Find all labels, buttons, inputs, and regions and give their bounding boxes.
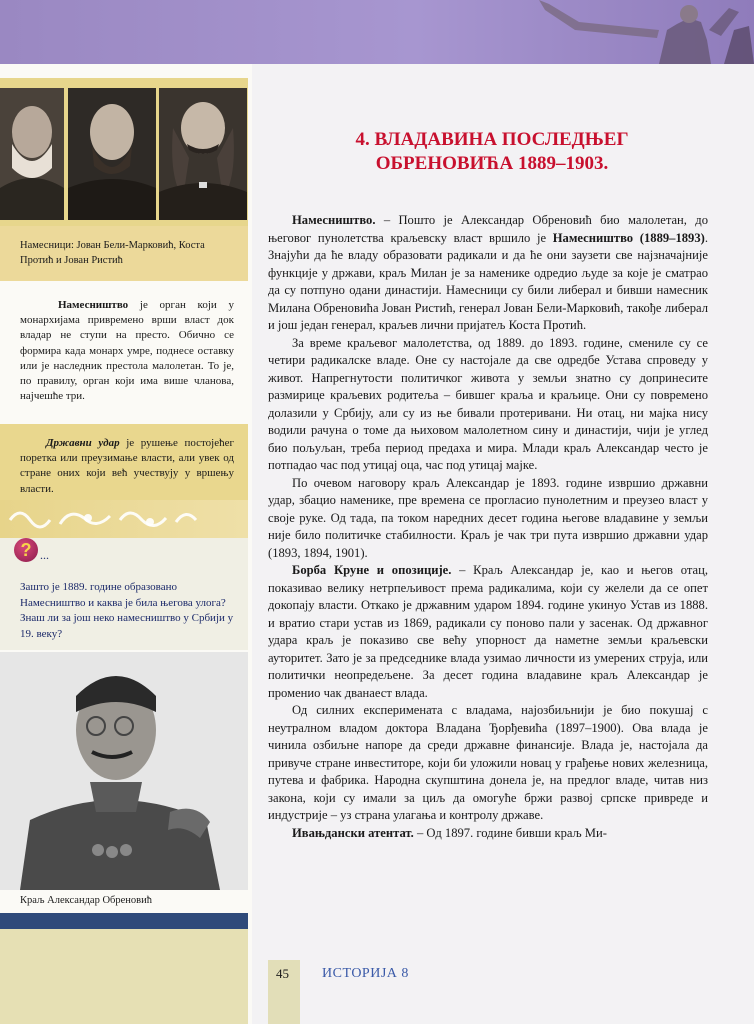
paragraph-minority: За време краљевог малолетства, од 1889. до 1893. године, смениле су се четири радикалске владе. Оне су настојале да све одредбе Устава спроведу у живот. Напрегнутости политичког живота у земљи знатно су допринесите размирице краљевих родитеља – бившег краља и краљице. Они су повремено долазили у Србију, али су из ње бивали протеривани. Ни отац, ни мајка нису водили рачуна о томе да њиховом малолетном сину и династији, чији је углед био пољуљан, треба период предаха и мира. Млади краљ Александар често је потпадао час под утицај оца, час под утицај мајке. <box>268 335 708 472</box>
chapter-title-line-2: ОБРЕНОВИЋА 1889–1903. <box>375 153 609 174</box>
portrait-regent-1 <box>0 88 64 220</box>
regency-text: је орган који у монархијама привремено врши власт док владар не ступи на престо. Обично се формира када монарх умре, поднесе оставку или је наследник престола малолетан. То је, по правилу, орган који има више чланова, најчешће три. <box>20 299 234 403</box>
statue-illustration <box>539 0 754 64</box>
king-photo <box>0 652 248 890</box>
portrait-regent-3 <box>159 88 247 220</box>
chapter-title <box>268 128 716 176</box>
ornament-band <box>0 500 248 538</box>
sidebar-blue-bar <box>0 913 248 929</box>
coup-definition <box>20 436 234 497</box>
heading-regency: Намесништво. <box>292 213 376 227</box>
heading-ivandan: Ивањдански атентат. <box>292 825 414 840</box>
regency-term: Намесништво <box>58 299 129 311</box>
paragraph-ivandan: Ивањдански атентат. – Од 1897. године бивши краљ Ми- <box>292 825 607 840</box>
paragraph-regency: Намесништво. – Пошто је Александар Обреновић био малолетан, до његовог пунолетства краљевску власт вршило је Намесништво (1889–1893). Знајући да ће владу образовати радикали и да ће они заузети све најзначајније функције у држави, краљ Милан је за наменике одредио људе за које је сматрао да су потпуно одани династији. Намесници су били либерал и бивши намесник Милана Обреновића Јован Ристић, генерал Јован Бели-Марковић, такође либерал и још један генерал, краљев лични пријатељ Коста Протић. <box>268 213 708 332</box>
regency-definition <box>20 298 234 404</box>
question-dots: ... <box>40 548 49 562</box>
coup-text: је рушење постојећег поретка или преузимање власти, али увек од стране оних који већ учествују у вршењу власти. <box>20 437 235 495</box>
body-text <box>268 212 708 842</box>
page-number: 45 <box>276 966 289 981</box>
question-text: Зашто је 1889. године образовано Намесништво и каква је била његова улога? Знаш ли за још неко намесништво у Србији у 19. веку? <box>20 581 234 640</box>
portrait-regent-2 <box>68 88 156 220</box>
regents-caption: Намесници: Јован Бели-Марковић, Коста Протић и Јован Ристић <box>20 240 205 266</box>
heading-crown-opposition: Борба Круне и опозиције. <box>292 563 452 577</box>
question-mark-icon: ? <box>14 538 38 562</box>
paragraph-coup: По очевом наговору краљ Александар је 1893. године извршио државни удар, збацио наменике, пре времена се прогласио пунолетним и преузео власт у своје руке. Од тада, па током наредних десет година његове владавине у земљи није било политичке стабилности. Краљ је чак три пута извршио државни удар (1893, 1894, 1901). <box>268 475 708 560</box>
paragraph-crown-opposition: Борба Круне и опозиције. – Краљ Александар је, као и његов отац, показивао велику нетрпељивост према радикалима, који су желели да се опет докопају власти. Откако је државним ударом 1894. године укинуо Устав из 1888. и вратио стари устав из 1869, радикали су поново пали у засенак. Од државног удара краљ је показиво све већу упорност да наметне земљи краљевски ауторитет. Зато је за председнике влада узимао личности из умерених струја, или политички неопредељене. За десет година владавине краљ Александар је променио чак дванаест влада. <box>268 563 708 700</box>
chapter-title-line-1: 4. ВЛАДАВИНА ПОСЛЕДЊЕГ <box>355 129 629 150</box>
sidebar-footer-panel <box>0 929 248 1024</box>
paragraph-governments: Од силних експеримената с владама, најозбиљнији је био покушај с неутралном владом доктора Владана Ђорђевића (1897–1900). Ова влада је чинила озбиљне напоре да среди државне финансије. Влада је, настојала да привуче стране инвеститоре, који би уложили новац у грађење нових железница, путева и фабрика. Народна скупштина донела је, на предлог владе, читав низ закона, који су имали за циљ да омогуће бржи развој српске привреде и индустрије – уз страна улагања и контролу државе. <box>268 703 708 822</box>
book-title: ИСТОРИЈА 8 <box>322 966 409 981</box>
coup-term: Државни удар <box>46 437 120 449</box>
king-caption: Краљ Александар Обреновић <box>20 895 152 906</box>
